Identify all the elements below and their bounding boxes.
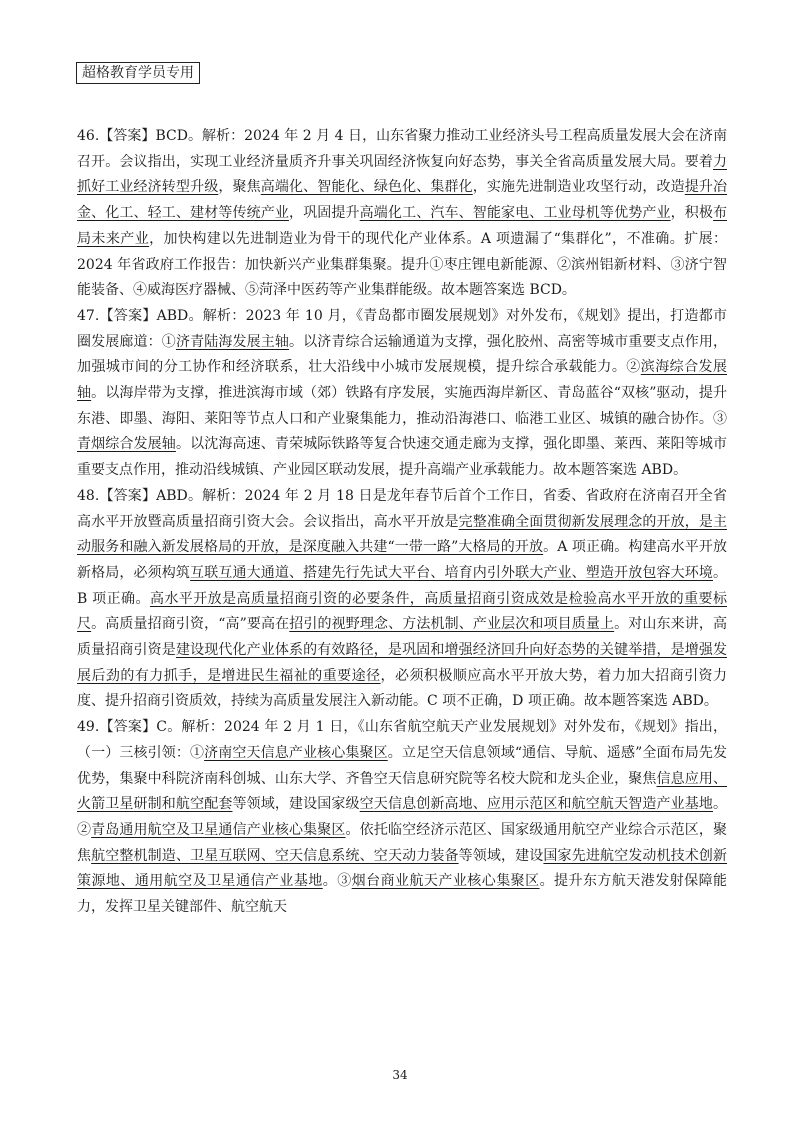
text-segment: 。B 项正确。	[77, 564, 728, 607]
underlined-phrase: 航空整机制造、卫星互联网、空天信息系统、空天动力装备	[91, 847, 459, 864]
underlined-phrase: 空天信息创新高地、应用示范区和航空航天智造产业基地	[359, 796, 714, 813]
underlined-phrase: 济南空天信息产业核心集聚区	[204, 744, 388, 761]
text-segment: 。以海岸带为支撑，推进滨海市域（郊）铁路有序发展，实施西海岸新区、青岛蓝谷“双核”驱动，提升东港、即墨、海阳、莱阳等节点人口和产业聚集能力，推动沿海港口、临港工业区、城镇的融合协作。③	[77, 385, 728, 427]
underlined-phrase: 烟台商业航天产业核心集聚区	[351, 873, 540, 890]
underlined-phrase: 招引的视野理念、方法机制、产业层次和项目质量上	[289, 616, 615, 633]
text-segment: ，积极	[670, 205, 714, 222]
text-segment: ，实施先进制造业攻坚行动，改造	[472, 179, 685, 196]
underlined-phrase: 互联互通大通道、搭建先行先试大平台、培育内引外联大产业、塑造开放包容大环境	[190, 564, 714, 581]
text-segment: ，巩固提升	[289, 205, 360, 222]
underlined-phrase: 青烟综合发展轴	[77, 436, 176, 453]
answer-paragraph	[77, 715, 727, 921]
underlined-phrase: 高水平开放是高质量招商引资的必要条件，高质量招商引资成效是检验高水平开放的重要标尺	[77, 590, 727, 633]
underlined-phrase: 信息应用、火箭卫星研制和航空配套	[77, 770, 728, 813]
text-segment: 。依托临空经济示范区、国家级通用航空产业综合示范区，聚焦	[77, 821, 728, 864]
header-tag: 超格教育学员专用	[76, 62, 200, 84]
text-segment: 。③	[322, 873, 352, 890]
underlined-phrase: 济青陆海发展主轴	[175, 333, 290, 350]
text-segment: 。对山东来讲，高质量招商引资是	[77, 616, 728, 659]
text-segment: 47.【答案】ABD。解析：2023 年 10 月，《青岛都市圈发展规划》对外发布，《规划》提出，打造都市圈发展廊道：①	[77, 307, 727, 350]
underlined-phrase: 滨海综合发展轴	[77, 359, 728, 402]
underlined-phrase: 完整准确全面贯彻新发展理念的开放，是主动服务和融入新发展格局的开放，是深度融入共建“一带一路”大格局的开放	[77, 513, 728, 556]
text-segment: ，加快构建以先进制造业为骨干的现代化产业体系。A 项遗漏了“集群化”，不准确。扩展：2024 年省政府工作报告：加快新兴产业集群集聚。提升①枣庄锂电新能源、②滨州铝新材料、③济宁智能装备、④威海医疗器械、⑤菏泽中医药等产业集群能级。故本题答案选 BCD。	[77, 230, 727, 299]
page-number: 34	[392, 1068, 408, 1082]
text-segment: 。以沈海高速、青荣城际铁路等复合快速交通走廊为支撑，强化即墨、莱西、莱阳等城市重要支点作用，推动沿线城镇、产业园区联动发展，提升高端产业承载能力。故本题答案选 ABD。	[77, 436, 728, 479]
text-segment: 48.【答案】ABD。解析：2024 年 2 月 18 日是龙年春节后首个工作日，省委、省政府在济南召开全省高水平开放暨高质量招商引资大会。会议指出，高水平开放是	[77, 487, 727, 530]
underlined-phrase: 高端化工、汽车、智能家电、工业母机等优势产业	[359, 205, 671, 222]
underlined-phrase: 提升冶金、化工、轻工、建材等传统产业	[77, 179, 728, 222]
text-segment: ，必须积极顺应高水平开放大势，着力加大招商引资力度、提升招商引资质效，持续为高质量发展注入新动能。C 项不正确，D 项正确。故本题答案选 ABD。	[77, 667, 727, 710]
answer-paragraph	[77, 124, 727, 304]
text-segment: 等领域，建设	[458, 847, 544, 864]
answer-content	[77, 124, 727, 921]
text-segment: 46.【答案】BCD。解析：2024 年 2 月 4 日，山东省聚力推动工业经济头号工程高质量发展大会在济南召开。会议指出，实现工业经济量质齐升事关巩固经济恢复向好态势，事关全省高质量发展大局。要着	[77, 128, 727, 170]
text-segment: 。提升东方航天港发射保障能力，发挥卫星关键部件、航空航天	[77, 873, 728, 916]
underlined-phrase: 布局未来产业	[77, 205, 728, 247]
answer-paragraph	[77, 304, 727, 484]
underlined-phrase: 力抓好工业经济转型升级	[77, 153, 727, 196]
text-segment: ，聚焦	[218, 179, 261, 196]
underlined-phrase: 青岛通用航空及卫星通信产业核心集聚区	[91, 821, 346, 838]
text-segment: 等领域，建设国家级	[232, 796, 360, 813]
text-segment: 。②	[77, 796, 728, 838]
text-segment: 。立足空天信息领域“通信、导航、遥感”全面布局先发优势，集聚中科院济南科创城、山东大学、齐鲁空天信息研究院等名校大院和龙头企业，聚焦	[77, 744, 727, 787]
underlined-phrase: 高端化、智能化、绿色化、集群化	[260, 179, 473, 196]
underlined-phrase: 建设现代化产业体系的有效路径，是巩固和增强经济回升向好态势的关键举措，是增强发展后劲的有力抓手，是增进民生福祉的重要途径	[77, 642, 728, 684]
text-segment: 。高质量招商引资，“高”要高在	[91, 616, 290, 633]
text-segment: 49.【答案】C。解析：2024 年 2 月 1 日，《山东省航空航天产业发展规划》对外发布，《规划》指出，（一）三核引领：①	[77, 719, 727, 761]
text-segment: 。A 项正确。构建高水平开放新格局，必须构筑	[77, 539, 728, 581]
underlined-phrase: 国家先进航空发动机技术创新策源地、通用航空及卫星通信产业基地	[77, 847, 728, 890]
answer-paragraph	[77, 484, 727, 715]
text-segment: 。以济青综合运输通道为支撑，强化胶州、高密等城市重要支点作用，加强城市间的分工协作和经济联系，壮大沿线中小城市发展规模，提升综合承载能力。②	[77, 333, 728, 376]
